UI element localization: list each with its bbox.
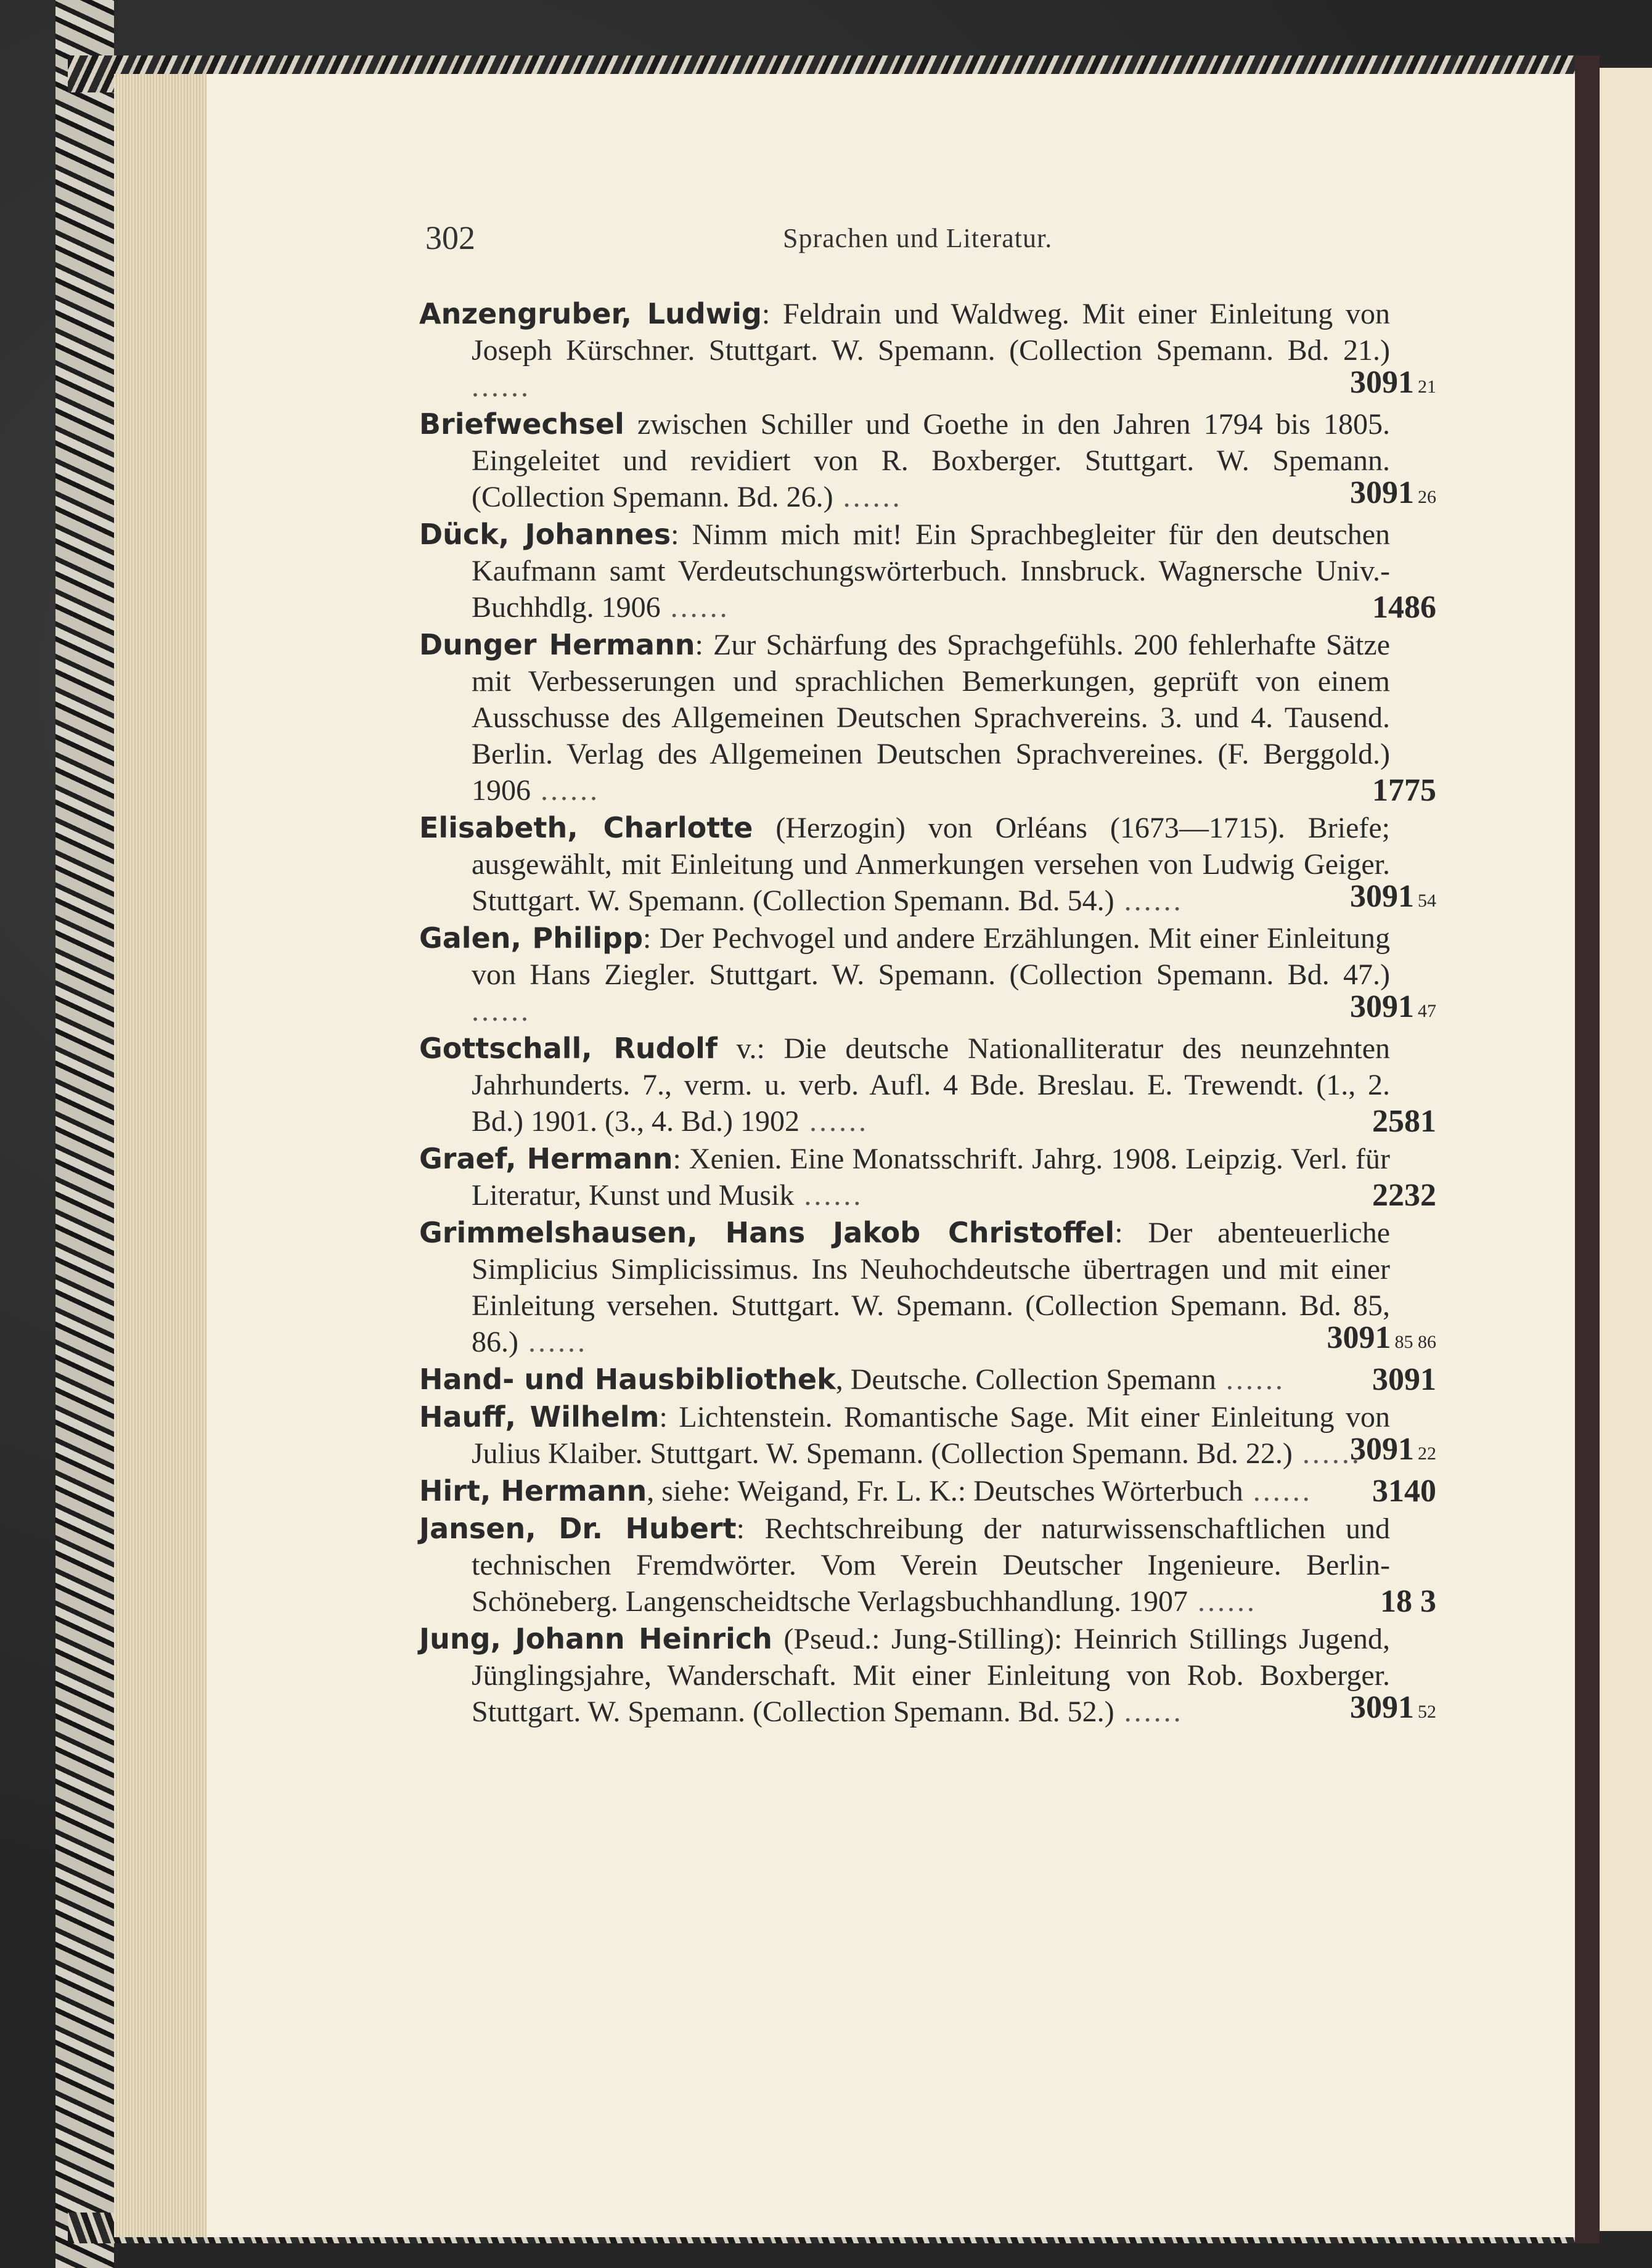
entry-number <box>1372 1177 1436 1214</box>
entry-number <box>1327 1320 1437 1360</box>
entry-heading: Jansen, Dr. Hubert <box>419 1512 737 1545</box>
entry-number-main: 1775 <box>1372 773 1436 808</box>
entry-number <box>1350 364 1436 405</box>
entry-body: : Der abenteuerliche Simplicius Simplicissimus. Ins Neuhochdeutsche übertragen und mit einer Einleitung versehen. Stuttgart. W. Spemann. (Collection Spemann. Bd. 85, 86.) <box>472 1217 1390 1358</box>
entry-number-sub: 21 <box>1418 377 1436 397</box>
entry-heading: Gottschall, Rudolf <box>419 1032 718 1065</box>
entry-text <box>419 1511 1390 1620</box>
entry-number-main: 3091 <box>1350 989 1414 1024</box>
entry-number-sub: 47 <box>1418 1001 1436 1021</box>
leader-dots: ...... <box>799 1105 869 1138</box>
leader-dots: ...... <box>518 1326 587 1358</box>
leader-dots: ...... <box>531 774 600 807</box>
leader-dots: ...... <box>1292 1437 1362 1470</box>
entry-number-main: 2232 <box>1372 1178 1436 1213</box>
entry-heading: Graef, Hermann <box>419 1142 673 1175</box>
entry-number <box>1372 589 1436 626</box>
bibliography-entry <box>419 1621 1436 1730</box>
entry-number <box>1372 1103 1436 1140</box>
entry-number <box>1350 475 1436 515</box>
page-header <box>425 219 1350 262</box>
bibliography-entry <box>419 1030 1436 1140</box>
leader-dots: ...... <box>660 591 730 624</box>
entry-number-main: 3091 <box>1327 1320 1391 1355</box>
entry-text <box>419 1473 1390 1509</box>
entry-body: : Nimm mich mit! Ein Sprachbegleiter für den deutschen Kaufmann samt Verdeutschungswörterbuch. Innsbruck. Wagnersche Univ.-Buchhdlg. 1906 <box>472 518 1391 624</box>
entry-body: : Lichtenstein. Romantische Sage. Mit einer Einleitung von Julius Klaiber. Stuttgart. W. Spemann. (Collection Spemann. Bd. 22.) <box>472 1401 1390 1470</box>
entry-heading: Briefwechsel <box>419 407 624 441</box>
entry-number-main: 2581 <box>1372 1104 1436 1139</box>
entry-text <box>419 1621 1390 1730</box>
leader-dots: ...... <box>1114 1695 1184 1728</box>
entry-heading: Hirt, Hermann <box>419 1474 647 1507</box>
entry-number-sub: 52 <box>1418 1702 1436 1722</box>
entry-text <box>419 516 1390 626</box>
bibliography-entry <box>419 1141 1436 1214</box>
entry-text <box>419 1361 1390 1398</box>
leader-dots: ...... <box>1243 1475 1312 1507</box>
entry-number <box>1372 772 1436 809</box>
bibliography-entry <box>419 920 1436 1029</box>
entry-number-sub: 22 <box>1418 1443 1436 1464</box>
entry-text <box>419 1399 1390 1472</box>
entry-number <box>1380 1583 1436 1620</box>
entry-body: v.: Die deutsche Nationalliteratur des neunzehnten Jahrhunderts. 7., verm. u. verb. Aufl. 4 Bde. Breslau. E. Trewendt. (1., 2. Bd.) 1901. (3., 4. Bd.) 1902 <box>472 1032 1391 1138</box>
entry-body: , siehe: Weigand, Fr. L. K.: Deutsches Wörterbuch <box>647 1475 1243 1507</box>
bibliography-entry <box>419 627 1436 809</box>
entry-number-sub: 26 <box>1418 487 1436 507</box>
entry-body: , Deutsche. Collection Spemann <box>835 1363 1216 1396</box>
entry-body: : Der Pechvogel und andere Erzählungen. Mit einer Einleitung von Hans Ziegler. Stuttgart. W. Spemann. (Collection Spemann. Bd. 47.) <box>472 922 1391 991</box>
leader-dots: ...... <box>472 370 531 403</box>
entry-number-sub: 85 86 <box>1394 1332 1436 1352</box>
entry-text <box>419 296 1390 405</box>
entry-heading: Grimmelshausen, Hans Jakob Christoffel <box>419 1216 1115 1249</box>
entry-number-main: 18 3 <box>1380 1584 1436 1619</box>
running-title: Sprachen und Literatur. <box>783 223 1053 253</box>
entry-number <box>1350 878 1436 919</box>
leader-dots: ...... <box>833 481 902 513</box>
page-block-edge <box>114 74 206 2237</box>
entry-body: : Rechtschreibung der naturwissenschaftlichen und technischen Fremdwörter. Vom Verein Deutscher Ingenieure. Berlin-Schöneberg. Langenscheidtsche Verlagsbuchhandlung. 1907 <box>472 1512 1390 1618</box>
entry-body: : Xenien. Eine Monatsschrift. Jahrg. 1908. Leipzig. Verl. für Literatur, Kunst und Musik <box>472 1143 1390 1212</box>
entry-number-main: 3091 <box>1372 1362 1436 1397</box>
entry-number-main: 1486 <box>1372 590 1436 625</box>
entry-number-main: 3091 <box>1350 1432 1414 1467</box>
entry-text <box>419 920 1390 1029</box>
entry-number <box>1372 1473 1436 1509</box>
entry-number <box>1350 989 1436 1029</box>
entry-body: : Zur Schärfung des Sprachgefühls. 200 fehlerhafte Sätze mit Verbesserungen und sprachlichen Bemerkungen, geprüft von einem Ausschusse des Allgemeinen Deutschen Sprachvereins. 3. und 4. Tausend. Berlin. Verlag des Allgemeinen Deutschen Sprachvereines. (F. Berggold.) 1906 <box>472 629 1391 807</box>
entry-heading: Hand- und Hausbibliothek <box>419 1363 836 1396</box>
leader-dots: ...... <box>1216 1363 1285 1396</box>
entry-body: zwischen Schiller und Goethe in den Jahren 1794 bis 1805. Eingeleitet und revidiert von R. Boxberger. Stuttgart. W. Spemann. (Collection Spemann. Bd. 26.) <box>472 408 1390 513</box>
entry-body: (Pseud.: Jung-Stilling): Heinrich Stillings Jugend, Jünglingsjahre, Wanderschaft. Mit einer Einleitung von Rob. Boxberger. Stuttgart. W. Spemann. (Collection Spemann. Bd. 52.) <box>472 1623 1390 1728</box>
page-number: 302 <box>425 219 475 256</box>
book-gutter <box>1575 55 1600 2243</box>
marbled-spine <box>55 0 114 2268</box>
entry-number <box>1372 1361 1436 1398</box>
entry-number <box>1350 1689 1436 1730</box>
entry-text <box>419 627 1390 809</box>
entry-text <box>419 1141 1390 1214</box>
entry-heading: Elisabeth, Charlotte <box>419 811 753 844</box>
entry-heading: Jung, Johann Heinrich <box>419 1622 772 1655</box>
bibliography-entry <box>419 1511 1436 1620</box>
entry-number-main: 3091 <box>1350 475 1414 510</box>
bibliography-entry <box>419 810 1436 919</box>
bibliography-list <box>419 296 1436 1731</box>
entry-text <box>419 1215 1390 1360</box>
entry-heading: Galen, Philipp <box>419 921 644 955</box>
entry-text <box>419 810 1390 919</box>
entry-number-sub: 54 <box>1418 891 1436 911</box>
entry-heading: Dück, Johannes <box>419 518 671 551</box>
bibliography-entry <box>419 1399 1436 1472</box>
entry-body: (Herzogin) von Orléans (1673—1715). Briefe; ausgewählt, mit Einleitung und Anmerkungen versehen von Ludwig Geiger. Stuttgart. W. Spemann. (Collection Spemann. Bd. 54.) <box>472 812 1390 917</box>
entry-text <box>419 406 1390 515</box>
entry-heading: Hauff, Wilhelm <box>419 1400 660 1434</box>
entry-heading: Dunger Hermann <box>419 628 695 661</box>
leader-dots: ...... <box>1187 1585 1257 1618</box>
bibliography-entry <box>419 1361 1436 1398</box>
bibliography-entry <box>419 1215 1436 1360</box>
entry-heading: Anzengruber, Ludwig <box>419 297 762 330</box>
leader-dots: ...... <box>472 995 531 1027</box>
entry-number-main: 3091 <box>1350 879 1414 914</box>
entry-number-main: 3140 <box>1372 1474 1436 1509</box>
bibliography-entry <box>419 296 1436 405</box>
bibliography-entry <box>419 406 1436 515</box>
facing-page <box>1600 68 1652 2231</box>
bibliography-entry <box>419 1473 1436 1509</box>
entry-text <box>419 1030 1390 1140</box>
bibliography-entry <box>419 516 1436 626</box>
entry-body: : Feldrain und Waldweg. Mit einer Einleitung von Joseph Kürschner. Stuttgart. W. Spemann. (Collection Spemann. Bd. 21.) <box>472 298 1391 367</box>
entry-number-main: 3091 <box>1350 1690 1414 1725</box>
entry-number <box>1350 1431 1436 1472</box>
entry-number-main: 3091 <box>1350 365 1414 400</box>
leader-dots: ...... <box>794 1179 864 1212</box>
leader-dots: ...... <box>1114 884 1184 917</box>
